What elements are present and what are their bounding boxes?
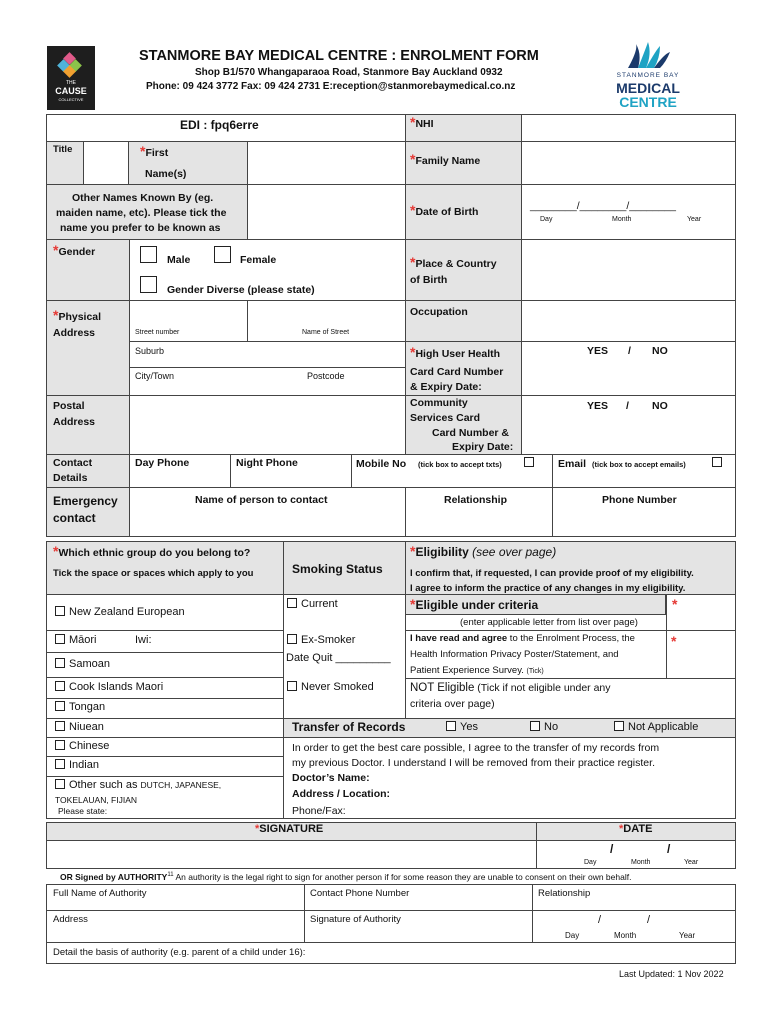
checkbox-icon[interactable] xyxy=(55,740,65,750)
authority-relationship-label: Relationship xyxy=(538,888,591,899)
transfer-na[interactable]: Not Applicable xyxy=(614,721,698,735)
community-label-2: Services Card xyxy=(410,412,481,424)
high-user-no[interactable]: NO xyxy=(652,345,668,357)
transfer-yes[interactable]: Yes xyxy=(446,721,478,735)
signature-label: *SIGNATURE xyxy=(255,823,324,835)
eligibility-title: *Eligibility (see over page) xyxy=(410,543,557,559)
postal-label: Postal xyxy=(53,400,85,412)
authority-signature-label: Signature of Authority xyxy=(310,914,401,925)
high-user-yes[interactable]: YES xyxy=(587,345,609,357)
form-title: STANMORE BAY MEDICAL CENTRE : ENROLMENT FORM xyxy=(139,48,539,64)
checkbox-icon[interactable] xyxy=(55,634,65,644)
ethnic-other-2: TOKELAUAN, FIJIAN xyxy=(55,795,138,805)
dob-year: Year xyxy=(687,216,702,223)
person-to-contact-label: Name of person to contact xyxy=(195,494,328,506)
smoking-title: Smoking Status xyxy=(292,562,383,576)
contact-label-2: Details xyxy=(53,472,88,484)
family-name-label: *Family Name xyxy=(410,151,481,167)
authority-slash-2: / xyxy=(647,914,651,926)
clinic-contact: Phone: 09 424 3772 Fax: 09 424 2731 E:reception@stanmorebaymedical.co.nz xyxy=(146,81,516,92)
street-name-label: Name of Street xyxy=(302,329,350,336)
dob-line: ________/________/________ xyxy=(530,200,676,212)
email-note: (tick box to accept emails) xyxy=(592,460,686,469)
birthplace-input[interactable] xyxy=(521,239,736,301)
contact-label: Contact xyxy=(53,457,93,469)
read-agree-2: Health Information Privacy Poster/Statement, and xyxy=(410,649,619,660)
mobile-note: (tick box to accept txts) xyxy=(418,460,502,469)
authority-contact-label: Contact Phone Number xyxy=(310,888,410,899)
emergency-label: Emergency xyxy=(53,494,118,508)
community-yes[interactable]: YES xyxy=(587,400,609,412)
transfer-text-1: In order to get the best care possible, I agree to the transfer of my records from xyxy=(292,742,660,754)
transfer-text-2: my previous Doctor. I understand I will be removed from their practice register. xyxy=(292,757,655,769)
city-label: City/Town xyxy=(135,371,175,381)
title-input[interactable] xyxy=(83,141,129,185)
not-eligible-label[interactable]: NOT Eligible (Tick if not eligible under any xyxy=(410,682,611,694)
physical-label-2: Address xyxy=(53,327,96,339)
gender-diverse-checkbox[interactable] xyxy=(140,276,157,293)
authority-heading: OR Signed by AUTHORITY$^{11}$ An authority is the legal right to sign for another person if for some reason they are unable to consent on their own behalf. xyxy=(60,872,632,882)
first-names-label: *First xyxy=(140,143,169,159)
other-names-input[interactable] xyxy=(247,184,406,240)
email-checkbox[interactable] xyxy=(712,457,722,467)
high-user-label-3: & Expiry Date: xyxy=(410,381,482,393)
high-user-label: *High User Health xyxy=(410,344,501,360)
community-label-4: Expiry Date: xyxy=(452,441,514,453)
eligible-under-label: *Eligible under criteria xyxy=(410,596,539,612)
read-agree-3: Patient Experience Survey. (Tick) xyxy=(410,665,544,676)
ethnic-samoan[interactable]: Samoan xyxy=(55,658,110,672)
eligibility-confirm-2: I agree to inform the practice of any changes in my eligibility. xyxy=(410,583,686,594)
checkbox-icon[interactable] xyxy=(614,721,624,731)
checkbox-icon[interactable] xyxy=(55,701,65,711)
authority-address-label: Address xyxy=(53,914,88,925)
mobile-label: Mobile No xyxy=(356,458,407,470)
occupation-input[interactable] xyxy=(521,300,736,342)
other-names-label-2: maiden name, etc). Please tick the xyxy=(56,207,227,219)
transfer-address[interactable]: Address / Location: xyxy=(292,788,391,800)
checkbox-icon[interactable] xyxy=(55,759,65,769)
edi-label: EDI : fpq6erre xyxy=(180,118,259,132)
postal-label-2: Address xyxy=(53,416,96,428)
smoking-never[interactable]: Never Smoked xyxy=(287,681,374,695)
eligibility-confirm-1: I confirm that, if requested, I can provide proof of my eligibility. xyxy=(410,568,694,579)
authority-basis-label: Detail the basis of authority (e.g. parent of a child under 16): xyxy=(53,947,306,958)
checkbox-icon[interactable] xyxy=(287,634,297,644)
authority-slash-1: / xyxy=(598,914,602,926)
community-label-1: Community xyxy=(410,397,468,409)
transfer-doctor[interactable]: Doctor’s Name: xyxy=(292,772,370,784)
enter-letter-note: (enter applicable letter from list over page) xyxy=(460,617,638,628)
last-updated: Last Updated: 1 Nov 2022 xyxy=(619,969,724,979)
first-names-label-2: Name(s) xyxy=(145,168,187,180)
checkbox-icon[interactable] xyxy=(55,779,65,789)
first-names-input[interactable] xyxy=(247,141,406,185)
other-names-label-3: name you prefer to be known as xyxy=(60,222,221,234)
male-label: Male xyxy=(167,254,191,266)
smoking-current[interactable]: Current xyxy=(287,598,338,612)
community-no[interactable]: NO xyxy=(652,400,668,412)
iwi-label: Iwi: xyxy=(135,634,152,646)
nhi-input[interactable] xyxy=(521,114,736,142)
dob-day: Day xyxy=(540,216,553,223)
female-checkbox[interactable] xyxy=(214,246,231,263)
authority-day: Day xyxy=(565,931,580,940)
smoking-date-quit[interactable]: Date Quit _________ xyxy=(286,652,391,664)
ethnic-question: *Which ethnic group do you belong to? xyxy=(53,543,251,559)
checkbox-icon[interactable] xyxy=(55,658,65,668)
signature-input[interactable] xyxy=(46,840,537,869)
mobile-txt-checkbox[interactable] xyxy=(524,457,534,467)
authority-full-name-label: Full Name of Authority xyxy=(53,888,147,899)
checkbox-icon[interactable] xyxy=(287,681,297,691)
eligible-criteria-input[interactable] xyxy=(666,594,736,631)
clinic-address: Shop B1/570 Whangaparaoa Road, Stanmore Bay Auckland 0932 xyxy=(195,67,503,78)
street-number-label: Street number xyxy=(135,329,180,336)
ethnic-indian[interactable]: Indian xyxy=(55,759,99,773)
dob-month: Month xyxy=(612,216,632,223)
community-slash: / xyxy=(626,400,629,412)
wave-icon xyxy=(598,42,698,72)
postcode-label: Postcode xyxy=(307,371,345,381)
community-label-3: Card Number & xyxy=(432,427,510,439)
birthplace-label: *Place & Country xyxy=(410,254,497,270)
gender-diverse-label: Gender Diverse (please state) xyxy=(167,284,315,296)
checkbox-icon[interactable] xyxy=(55,606,65,616)
other-names-label-1: Other Names Known By (eg. xyxy=(72,192,214,204)
female-label: Female xyxy=(240,254,277,266)
not-eligible-label-2: criteria over page) xyxy=(410,698,495,710)
ethnic-instruction: Tick the space or spaces which apply to you xyxy=(53,568,254,579)
postal-input[interactable] xyxy=(129,395,406,455)
checkbox-icon[interactable] xyxy=(446,721,456,731)
birthplace-label-2: of Birth xyxy=(410,274,448,286)
date-label: *DATE xyxy=(619,823,653,835)
night-phone-label: Night Phone xyxy=(236,457,298,469)
suburb-label: Suburb xyxy=(135,346,165,356)
checkbox-icon[interactable] xyxy=(287,598,297,608)
checkbox-icon[interactable] xyxy=(530,721,540,731)
read-agree-1: I have read and agree to the Enrolment Process, the xyxy=(410,633,635,644)
transfer-no[interactable]: No xyxy=(530,721,558,735)
date-slash-1: / xyxy=(610,842,614,856)
ethnic-maori[interactable]: Māori xyxy=(55,634,97,648)
sig-month: Month xyxy=(631,859,651,866)
transfer-title: Transfer of Records xyxy=(292,720,406,734)
day-phone-label: Day Phone xyxy=(135,457,190,469)
occupation-label: Occupation xyxy=(410,306,468,318)
gender-label: *Gender xyxy=(53,242,96,258)
sig-year: Year xyxy=(684,859,699,866)
sig-day: Day xyxy=(584,859,597,866)
ethnic-cook-islands[interactable]: Cook Islands Maori xyxy=(55,681,163,695)
high-user-label-2: Card Card Number xyxy=(410,366,504,378)
authority-year: Year xyxy=(679,931,696,940)
dob-label: *Date of Birth xyxy=(410,202,479,218)
date-slash-2: / xyxy=(667,842,671,856)
ethnic-other-3: Please state: xyxy=(58,806,108,816)
nhi-star: *NHI xyxy=(410,114,434,130)
ethnic-niuean[interactable]: Niuean xyxy=(55,721,104,735)
ethnic-nz-european[interactable]: New Zealand European xyxy=(55,606,185,620)
physical-label: *Physical xyxy=(53,307,102,323)
email-label: Email xyxy=(558,458,587,470)
checkbox-icon[interactable] xyxy=(55,681,65,691)
title-label: Title xyxy=(53,144,73,155)
suburb-input[interactable] xyxy=(129,341,406,368)
ethnic-other[interactable]: Other such as DUTCH, JAPANESE, xyxy=(55,779,221,793)
read-agree-tick-cell[interactable] xyxy=(666,630,736,678)
ethnic-chinese[interactable]: Chinese xyxy=(55,740,109,754)
transfer-phone[interactable]: Phone/Fax: xyxy=(292,805,346,817)
family-name-input[interactable] xyxy=(521,141,736,185)
smoking-ex[interactable]: Ex-Smoker xyxy=(287,634,355,648)
medical-centre-logo: STANMORE BAY MEDICAL CENTRE xyxy=(598,42,698,108)
authority-month: Month xyxy=(614,931,637,940)
phone-number-label: Phone Number xyxy=(602,494,677,506)
high-user-slash: / xyxy=(628,345,631,357)
emergency-label-2: contact xyxy=(53,511,96,525)
male-checkbox[interactable] xyxy=(140,246,157,263)
read-agree-star: * xyxy=(671,633,677,649)
checkbox-icon[interactable] xyxy=(55,721,65,731)
cause-collective-logo: THE CAUSE COLLECTIVE xyxy=(47,46,95,110)
ethnic-tongan[interactable]: Tongan xyxy=(55,701,105,715)
eligible-star-right: * xyxy=(672,596,678,612)
relationship-label: Relationship xyxy=(444,494,508,506)
